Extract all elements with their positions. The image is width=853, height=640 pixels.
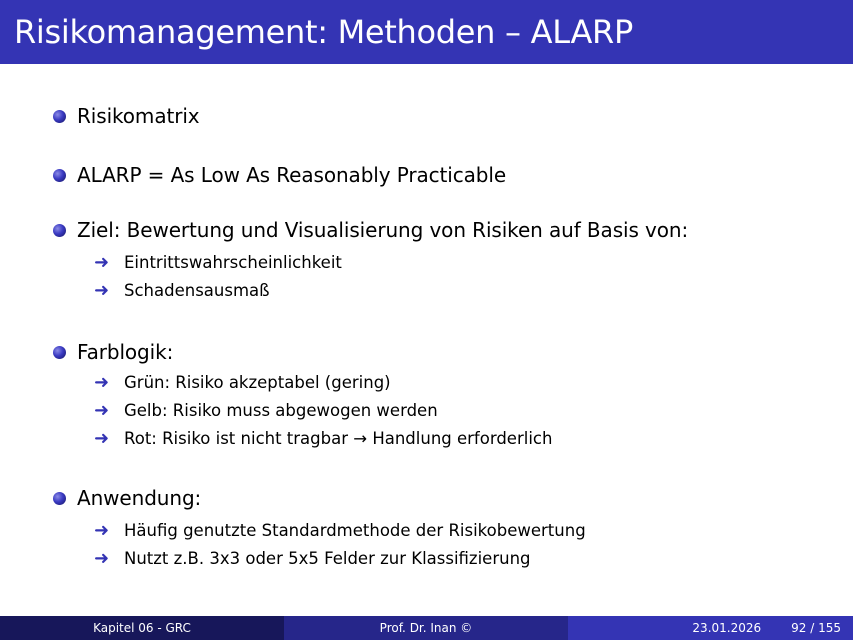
sub-item-text: Nutzt z.B. 3x3 oder 5x5 Felder zur Klassifizierung — [124, 549, 531, 568]
right-arrow-icon: ➜ — [94, 399, 110, 421]
bullet-text: Risikomatrix — [77, 104, 200, 128]
bullet-item-anwendung — [53, 486, 201, 510]
footer — [0, 616, 853, 640]
footer-chapter-section — [0, 616, 284, 640]
sub-item — [94, 549, 531, 568]
sub-item — [94, 253, 342, 272]
ball-bullet-icon — [53, 224, 66, 237]
page-number: 92 / 155 — [791, 621, 841, 635]
sub-item-text: Gelb: Risiko muss abgewogen werden — [124, 401, 438, 420]
bullet-text: ALARP = As Low As Reasonably Practicable — [77, 163, 507, 187]
bullet-item-farblogik — [53, 340, 173, 364]
bullet-item-alarp — [53, 163, 506, 187]
sub-item — [94, 373, 391, 392]
bullet-text: Farblogik: — [77, 340, 174, 364]
right-arrow-icon: ➜ — [94, 547, 110, 569]
sub-item — [94, 429, 552, 448]
right-arrow-icon: ➜ — [94, 427, 110, 449]
footer-author-section — [284, 616, 568, 640]
bullet-text: Ziel: Bewertung und Visualisierung von Risiken auf Basis von: — [77, 218, 689, 242]
sub-item — [94, 401, 438, 420]
footer-info-section — [568, 616, 853, 640]
bullet-item-risikomatrix — [53, 104, 200, 128]
ball-bullet-icon — [53, 110, 66, 123]
sub-item-text: Rot: Risiko ist nicht tragbar → Handlung erforderlich — [124, 429, 553, 448]
footer-date: 23.01.2026 — [692, 621, 762, 635]
ball-bullet-icon — [53, 346, 66, 359]
ball-bullet-icon — [53, 492, 66, 505]
sub-item — [94, 281, 270, 300]
bullet-text: Anwendung: — [77, 486, 202, 510]
right-arrow-icon: ➜ — [94, 519, 110, 541]
sub-item — [94, 521, 586, 540]
sub-item-text: Häufig genutzte Standardmethode der Risikobewertung — [124, 521, 586, 540]
slide-title: Risikomanagement: Methoden – ALARP — [14, 13, 633, 51]
bullet-item-ziel — [53, 218, 688, 242]
footer-author: Prof. Dr. Inan © — [379, 621, 473, 635]
right-arrow-icon: ➜ — [94, 279, 110, 301]
sub-item-text: Grün: Risiko akzeptabel (gering) — [124, 373, 391, 392]
ball-bullet-icon — [53, 169, 66, 182]
sub-item-text: Schadensausmaß — [124, 281, 270, 300]
right-arrow-icon: ➜ — [94, 251, 110, 273]
footer-chapter: Kapitel 06 - GRC — [93, 621, 191, 635]
right-arrow-icon: ➜ — [94, 371, 110, 393]
sub-item-text: Eintrittswahrscheinlichkeit — [124, 253, 342, 272]
